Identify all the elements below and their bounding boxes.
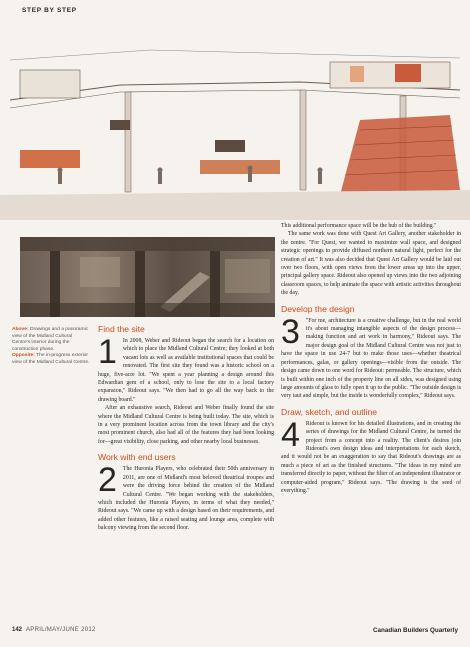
figure-caption [12, 327, 90, 366]
section-kicker: STEP BY STEP [22, 7, 77, 14]
issue-date: APRIL/MAY/JUNE 2012 [26, 627, 96, 633]
caption-opposite-text: The in-progress exterior view of the Midland Cultural Centre. [12, 353, 90, 365]
left-column [98, 324, 274, 533]
page-number: 142 [12, 627, 23, 633]
heading-draw: Draw, sketch, and outline [281, 406, 378, 417]
draw-paragraph-1: Rideout is known for his detailed illustrations, and in creating the series of drawings for the Midland Cultural Centre, he turned the project from a concept into a reality. The client's desires join Rideout's own design ideas and interpretations for each sketch, and it would not be an exaggeration to say that Rideout's drawings are as much a piece of art as the finished structures. "The ideas in my mind are transferred directly to paper, without the filter of an independent illustrator or computer-aided program," Rideout says. "The drawing is the seed of everything." [281, 420, 461, 494]
caption-above-text: Drawings and a panoramic view of the Midland Cultural Centre's interior during the construction phase. [12, 327, 89, 352]
step-number-1: 1 [98, 333, 117, 371]
end-users-paragraph-1: The Huronia Players, who celebrated their 50th anniversary in 2011, are one of Midland's most beloved theatrical troupes and were the driving force behind the creation of the Midland Cultural Centre. "We began working with the stakeholders, which included the Huronia Players, in terms of what they needed," Rideout says. "We came up with a design based on their requirements, and added other features, like a raised seating and lounge area, complete with balcony viewing from the second floor. [98, 466, 274, 532]
publication-name: Canadian Builders Quarterly [372, 627, 458, 634]
develop-paragraph-1: "For me, architecture is a creative challenge, but in the real world it's about managing intangible aspects of the design process—making function and art work in harmony," Rideout says. The major design goal of the Midland Cultural Centre was not just to have the space in use 24-7 but to make those uses—whether theatrical performances, galas, or gallery openings—visible from the outside. The design came down to one word for Rideout: permeable. The structure, which is built within one inch of the property line on all sides, was designed using large amounts of glass to fully open it up to the public. "The outside design is very taut and simple, but the inside is wonderfully complex," Rideout says. [281, 317, 461, 400]
step-number-3: 3 [281, 312, 300, 351]
heading-find-site: Find the site [98, 324, 145, 334]
heading-develop: Develop the design [281, 303, 355, 314]
find-site-paragraph-2: After an exhaustive search, Rideout and Weber finally found the site where the Midland Cultural Centre is being built today. The site, which is in a very prominent location across from the town library and the city's most prominent church, also had all of the features they had been looking for—great visibility, close parking, and other nearby local businesses. [98, 405, 274, 445]
right-paragraph-1: This additional performance space will be the hub of the building." [281, 223, 437, 229]
step-number-2: 2 [98, 461, 117, 500]
architectural-sketch-image [0, 20, 470, 220]
page-footer [0, 624, 470, 640]
right-paragraph-2: The same work was done with Quest Art Gallery, another stakeholder in the centre. "For Quest, we wanted to maximize wall space, and designed strategic openings to provide diffused northern natural light, perfect for the creation of art." It was also decided that Quest Art Gallery would be laid out over two floors, with open views from the lower areas up into the upper, principal gallery space. Rideout also opened up views into the two adjoining classroom spaces, to help animate the space with artistic activities throughout the day. [281, 231, 461, 297]
step-number-4: 4 [281, 415, 300, 454]
right-column [281, 222, 461, 495]
caption-opposite-label: Opposite: [12, 353, 35, 358]
heading-end-users: Work with end users [98, 452, 176, 463]
construction-panorama-photo [20, 237, 275, 317]
caption-above-label: Above: [12, 327, 29, 332]
find-site-paragraph-1: In 2008, Weber and Rideout began the search for a location on which to place the Midland Cultural Centre; they looked at both vacant lots as well as available institutional spaces that could be renovated. The first site they found was a historic school on a huge, five-acre lot. "We spent a year planning a design around this Edwardian gem of a school, only to lose the site to a local factory expansion," Rideout says. "We then had to go all the way back to the drawing board." [98, 338, 274, 403]
